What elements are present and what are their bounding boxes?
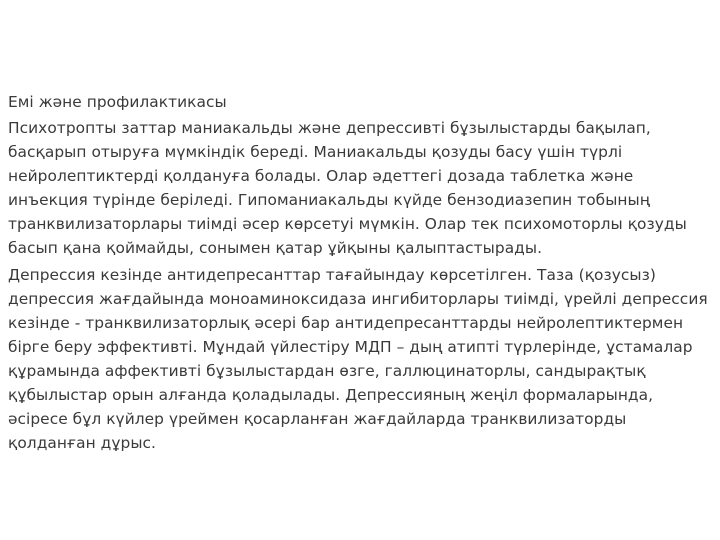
paragraph-treatment-mania: Психотропты заттар маниакальды және депрессивті бұзылыстарды бақылап, басқарып отыруға мүмкіндік береді. Маниакальды қозуды басу үшін түрлі нейролептиктерді қолдануға болады. Олар әдеттегі дозада таблетка және инъекция түрінде беріледі. Гипоманиакальды күйде бензодиазепин тобының транквилизаторлары тиімді әсер көрсетуі мүмкін. Олар тек психомоторлы қозуды басып қана қоймайды, сонымен қатар ұйқыны қалыптастырады. [8,119,687,258]
section-heading: Емі және профилактикасы [8,93,227,111]
slide-content [8,91,714,455]
paragraph-treatment-depression: Депрессия кезінде антидепресанттар тағайындау көрсетілген. Таза (қозусыз) депрессия жағдайында моноаминоксидаза ингибиторлары тиімді, үрейлі депрессия кезінде - транквилизаторлық әсері бар антидепресанттарды нейролептиктермен бірге беру эффективті. Мұндай үйлестіру МДП – дың атипті түрлерінде, ұстамалар құрамында аффективті бұзылыстардан өзге, галлюцинаторлы, сандырақтық құбылыстар орын алғанда қоладылады. Депрессияның жеңіл формаларында, әсіресе бұл күйлер үреймен қосарланған жағдайларда транквилизаторды қолданған дұрыс. [8,265,708,453]
